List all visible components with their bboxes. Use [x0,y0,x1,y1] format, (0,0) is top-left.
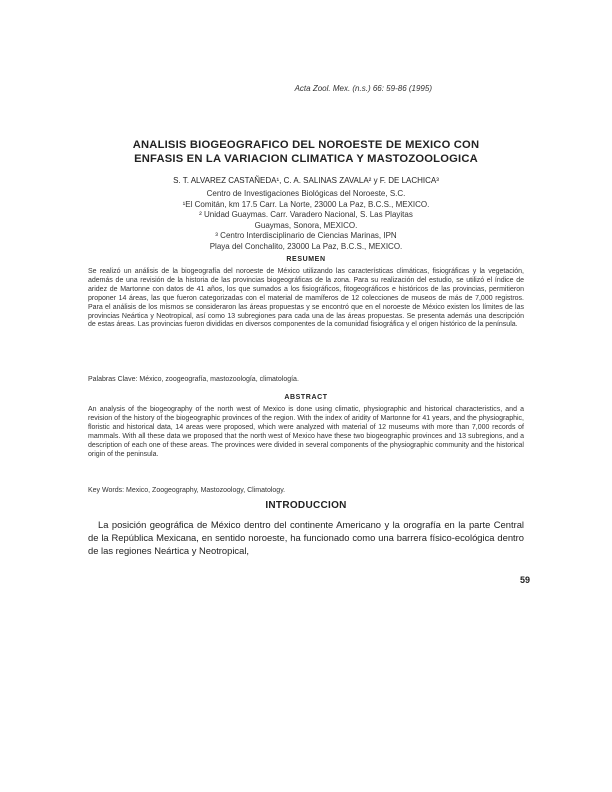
resumen-text: Se realizó un análisis de la biogeografía del noroeste de México utilizando las características climáticas, fisiográficas y la vegetación, además de una revisión de la historia de las provincias biogeográficas de la zona. Para su realización del estudio, se utilizó el índice de aridez de Martonne con datos de 41 años, los que sumados a los fisiográficos, fitogeográficos e históricos de las provincias, permitieron proponer 14 áreas, las que fueron categorizadas con el material de mamíferos de 12 colecciones de museos de más de 7,000 registros. Para el análisis de los mismos se consideraron las áreas propuestas y se encontró que en el noroeste de México existen los límites de las provincias Neártica y Neotropical, así como 13 subregiones para cada una de las áreas propuestas. Se presenta además una descripción de estas áreas. Las provincias fueron divididas en diversos componentes de la comunidad fisiográfica y el origen histórico de la península. [88,268,524,329]
introduccion-heading: INTRODUCCION [265,500,347,511]
affiliation-line: ² Unidad Guaymas. Carr. Varadero Nacional, S. Las Playitas [199,210,413,219]
affiliation-line: Playa del Conchalito, 23000 La Paz, B.C.S., MEXICO. [209,241,403,251]
affiliation-line: Centro de Investigaciones Biológicas del Noroeste, S.C. [206,189,406,198]
resumen-heading: RESUMEN [286,256,326,263]
affiliation-line: ³ Centro Interdisciplinario de Ciencias Marinas, IPN [215,231,397,240]
journal-reference: Acta Zool. Mex. (n.s.) 66: 59-86 (1995) [294,84,432,93]
abstract-heading: ABSTRACT [284,394,328,401]
affiliation-line: Guaymas, Sonora, MEXICO. [254,220,358,230]
paper-title [0,138,612,166]
introduccion-text: La posición geográfica de México dentro del continente Americano y la orografía en la parte Central de la República Mexicana, en sentido noroeste, ha funcionado como una barrera físico-ecológica dentro de las regiones Neártica y Neotropical, [88,519,524,556]
title-line-1: ANALISIS BIOGEOGRAFICO DEL NOROESTE DE MEXICO CON [132,139,480,151]
key-words: Key Words: Mexico, Zoogeography, Mastozoology, Climatology. [88,487,286,494]
affiliation-line: ¹El Comitán, km 17.5 Carr. La Norte, 23000 La Paz, B.C.S., MEXICO. [182,199,430,209]
affiliations [0,189,612,252]
abstract-text: An analysis of the biogeography of the north west of Mexico is done using climatic, physiographic and historical characteristics, and a revision of the history of the biogeographic provinces of the region. With the index of aridity of Martonne for 41 years, and the physiographic, floristic and historical data, 14 areas were proposed, which were analyzed with material of 12 museums with more than 7,000 records of mammals. With all these data we proposed that the north west of Mexico have these two biogeographic provinces and 13 subregions, and a description of each one of these areas. The provinces were divided in several components of the physiographic community and the historical origin of the peninsula. [88,406,524,458]
palabras-clave: Palabras Clave: México, zoogeografía, mastozoología, climatología. [88,376,299,383]
page-number: 59 [519,575,530,585]
authors: S. T. ALVAREZ CASTAÑEDA¹, C. A. SALINAS ZAVALA² y F. DE LACHICA³ [173,176,439,185]
title-line-2: ENFASIS EN LA VARIACION CLIMATICA Y MASTOZOOLOGICA [134,153,478,165]
